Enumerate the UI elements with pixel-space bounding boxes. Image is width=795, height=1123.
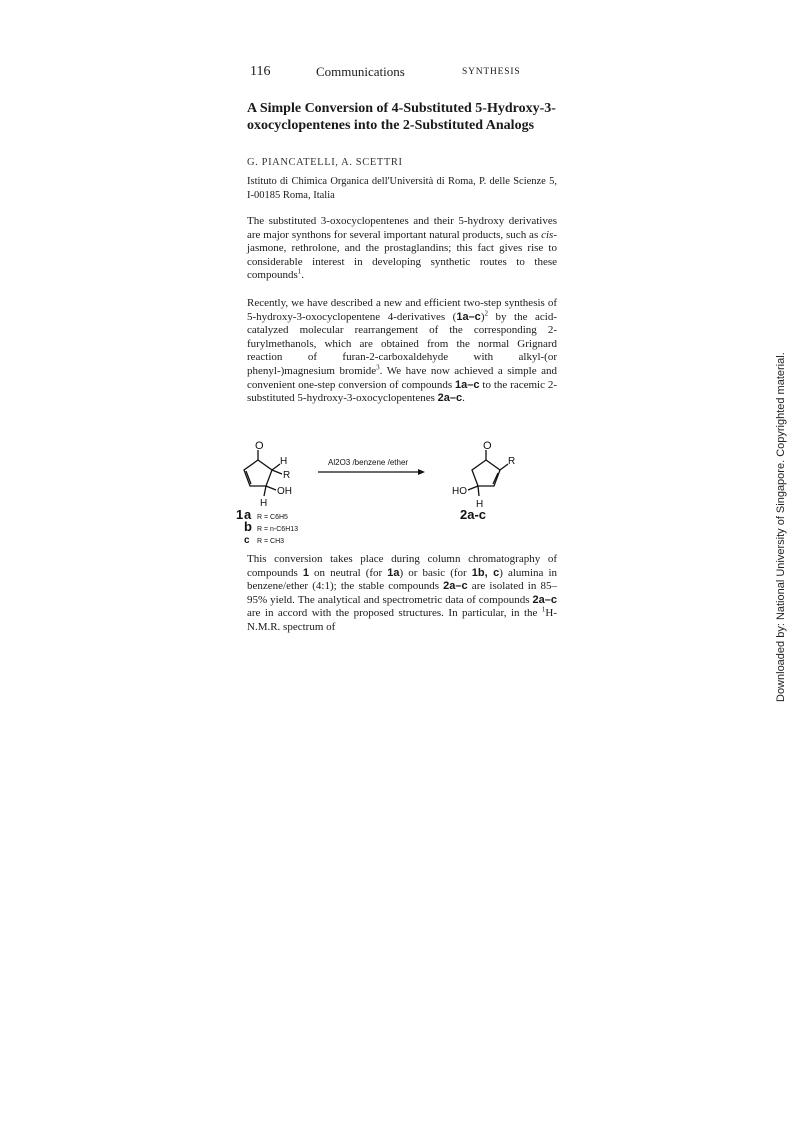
variant-a-r: R = C6H5 (257, 514, 288, 521)
paragraph-intro: The substituted 3-oxocyclopentenes and their 5-hydroxy derivatives are major synthons for several important natural products, such as cis-jasmone, rethrolone, and the prostaglandins; this fact gives rise to considerable interest in developing synthetic routes to these compounds$^1$. (247, 215, 557, 282)
journal-name: SYNTHESIS (462, 67, 521, 77)
page-number: 116 (250, 64, 271, 79)
reagents-label: Al2O3 /benzene /ether (328, 458, 409, 467)
atom-OH-1: OH (277, 486, 292, 497)
variant-b-r: R = n-C6H13 (257, 526, 299, 533)
article-title: A Simple Conversion of 4-Substituted 5-Hydroxy-3-oxocyclopentenes into the 2-Substituted Analogs (247, 101, 556, 133)
paragraph-results: This conversion takes place during column chromatography of compounds 1 on neutral (for 1a) or basic (for 1b, c) alumina in benzene/ether (4:1); the stable compounds 2a–c are isolated in 85–95% yield. The analytical and spectrometric data of compounds 2a–c are in accord with the proposed structures. In particular, in the $^1$H-N.M.R. spectrum of (247, 553, 558, 633)
affiliation: Istituto di Chimica Organica dell'Università di Roma, P. delle Scienze 5, I-00185 Roma, Italia (247, 176, 557, 201)
paragraph-background: Recently, we have described a new and efficient two-step synthesis of 5-hydroxy-3-oxocyclopentene 4-derivatives $(1a-c)^2$ by the acid-catalyzed molecular rearrangement of the corresponding 2-furylmethanols, which are obtained from the normal Grignard reaction of furan-2-carboxaldehyde with alkyl-(or phenyl-)magnesium bromide$^3$. We have now achieved a simple and convenient one-step conversion of compounds 1a–c to the racemic 2-substituted 5-hydroxy-3-oxocyclopentenes 2a–c. (247, 297, 557, 405)
authors: G. PIANCATELLI, A. SCETTRI (247, 157, 403, 168)
arrow-head (418, 469, 425, 475)
atom-H-1b: H (260, 498, 268, 509)
atom-H-2: H (476, 499, 484, 510)
atom-HO-2: HO (452, 486, 467, 497)
variant-c-r: R = CH3 (257, 538, 285, 545)
compound-2-structure (468, 450, 508, 496)
reaction-scheme (236, 440, 570, 550)
compound-2-label: 2a-c (460, 507, 487, 522)
atom-H-1: H (280, 456, 288, 467)
compound-1-label: 1 (236, 507, 244, 522)
section-name: Communications (316, 64, 405, 79)
variant-a-letter: a (244, 507, 252, 522)
atom-R-1: R (283, 470, 291, 481)
atom-R-2: R (508, 456, 516, 467)
download-watermark: Downloaded by: National University of Singapore. Copyrighted material. (775, 352, 787, 702)
variant-b-letter: b (244, 519, 252, 534)
atom-O-1: O (255, 440, 264, 452)
atom-O-2: O (483, 440, 492, 452)
variant-c-letter: c (244, 535, 250, 546)
